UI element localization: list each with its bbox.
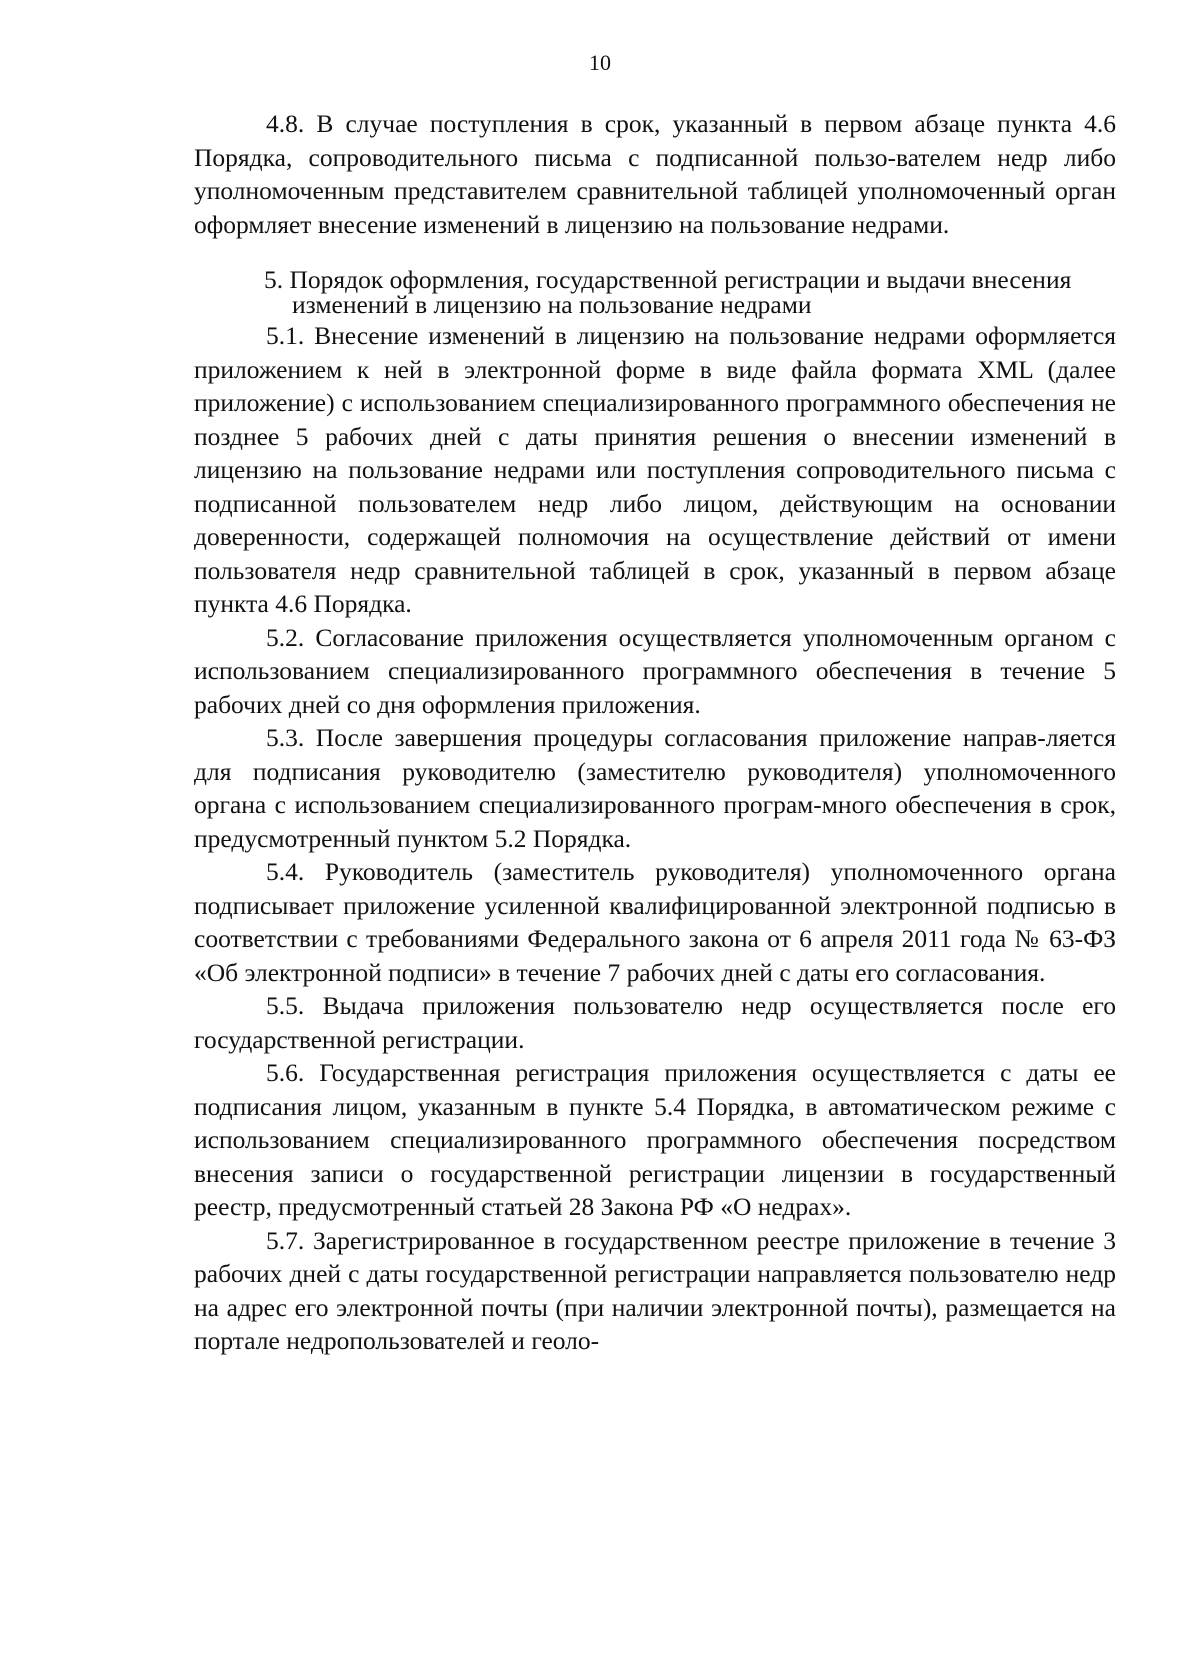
page-number: 10 — [589, 50, 611, 75]
document-body — [194, 107, 1116, 1358]
paragraph-5-2: 5.2. Согласование приложения осуществляется уполномоченным органом с использованием специализированного программного обеспечения в течение 5 рабочих дней со дня оформления приложения. — [194, 622, 1116, 719]
paragraph-5-3: 5.3. После завершения процедуры согласования приложение направ-ляется для подписания руководителю (заместителю руководителя) уполномоченного органа с использованием специализированного програм-много обеспечения в срок, предусмотренный пунктом 5.2 Порядка. — [194, 723, 1116, 853]
paragraph-5-1: 5.1. Внесение изменений в лицензию на пользование недрами оформляется приложением к ней в электронной форме в виде файла формата XML (далее приложение) с использованием специализированного программного обеспечения не позднее 5 рабочих дней с даты принятия решения о внесении изменений в лицензию на пользование недрами или поступления сопроводительного письма с подписанной пользователем недр либо лицом, действующим на основании доверенности, содержащей полномочия на осуществление действий от имени пользователя недр сравнительной таблицей в срок, указанный в первом абзаце пункта 4.6 Порядка. — [194, 321, 1116, 618]
paragraph-5-7: 5.7. Зарегистрированное в государственном реестре приложение в течение 3 рабочих дней с даты государственной регистрации направляется пользователю недр на адрес его электронной почты (при наличии электронной почты), размещается на портале недропользователей и геоло- — [194, 1225, 1116, 1355]
section-5-heading-line2: изменений в лицензию на пользование недрами — [292, 290, 812, 319]
section-5-heading — [194, 267, 1116, 317]
paragraph-5-6: 5.6. Государственная регистрация приложения осуществляется с даты ее подписания лицом, указанным в пункте 5.4 Порядка, в автоматическом режиме с использованием специализированного программного обеспечения посредством внесения записи о государственной регистрации лицензии в государственный реестр, предусмотренный статьей 28 Закона РФ «О недрах». — [194, 1058, 1116, 1221]
paragraph-4-8: 4.8. В случае поступления в срок, указанный в первом абзаце пункта 4.6 Порядка, сопроводительного письма с подписанной пользо-вателем недр либо уполномоченным представителем сравнительной таблицей уполномоченный орган оформляет внесение изменений в лицензию на пользование недрами. — [194, 109, 1116, 239]
section-5-heading-line1: 5. Порядок оформления, государственной регистрации и выдачи внесения — [264, 265, 1072, 294]
paragraph-5-5: 5.5. Выдача приложения пользователю недр осуществляется после его государственной регистрации. — [194, 991, 1116, 1054]
paragraph-5-4: 5.4. Руководитель (заместитель руководителя) уполномоченного органа подписывает приложение усиленной квалифицированной электронной подписью в соответствии с требованиями Федерального закона от 6 апреля 2011 года № 63-ФЗ «Об электронной подписи» в течение 7 рабочих дней с даты его согласования. — [194, 857, 1116, 987]
